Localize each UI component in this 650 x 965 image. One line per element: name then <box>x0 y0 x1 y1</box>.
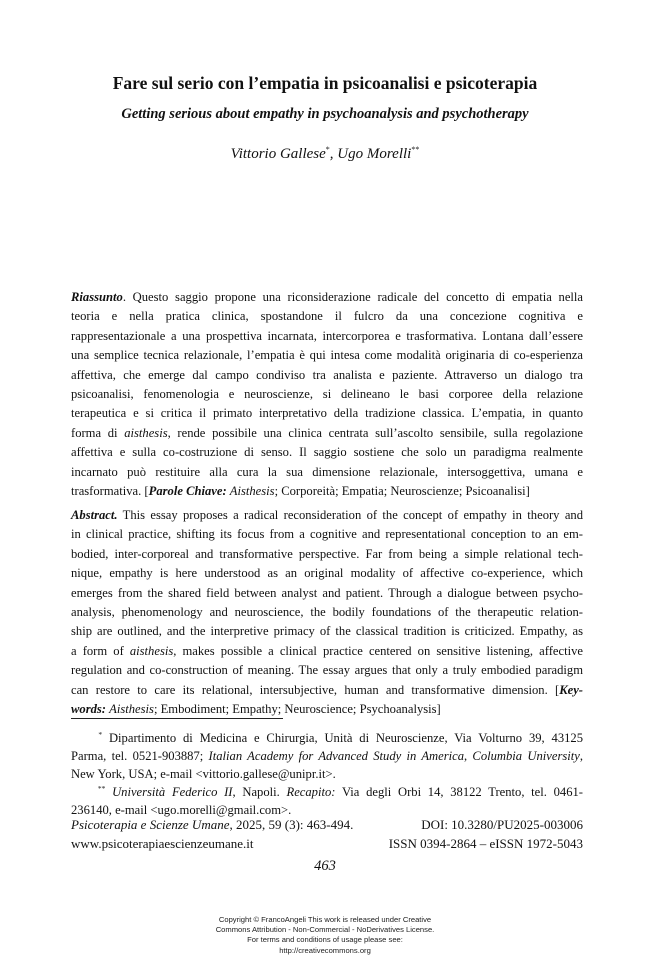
text-line: 236140, e-mail <ugo.morelli@gmail.com>. <box>71 802 292 817</box>
text-line: a form of aisthesis, makes possible a clinical practice centered on sensitive listening, affective <box>71 643 583 658</box>
text-line: words: Aisthesis; Embodiment; Empathy; Neuroscience; Psychoanalysis] <box>71 702 441 717</box>
text-line: bodied, inter-corporeal and transformative perspective. Far from being a simple relational tech- <box>71 546 583 561</box>
keywords-label: words: <box>71 702 106 717</box>
article-title: Fare sul serio con l’empatia in psicoanalisi e psicoterapia <box>112 73 538 93</box>
text-line: ** Università Federico II, Napoli. Recapito: Via degli Orbi 14, 38122 Trento, tel. 0461- <box>97 784 584 800</box>
footnote-1 <box>71 726 583 784</box>
text-line: Abstract. This essay proposes a radical reconsideration of the concept of empathy in theory and <box>71 508 583 522</box>
text-line: terapeutica e si critica il primato interpretativo della tradizione classica. L’empatia, in quanto <box>71 406 583 421</box>
text-line: regulation and co-construction of meaning. The essay argues that only a truly embodied paradigm <box>71 663 583 678</box>
keywords-label: Parole Chiave: <box>148 484 227 499</box>
riassunto-label: Riassunto <box>71 290 123 304</box>
footnote-2 <box>71 780 583 820</box>
text-line: ship are outlined, and the interpretive primacy of the classical tradition is criticized. Empathy, as <box>71 624 583 639</box>
author-name: Vittorio Gallese <box>230 146 326 162</box>
text-line: Riassunto. Questo saggio propone una riconsiderazione radicale del concetto di empatia nella <box>71 290 583 304</box>
citation: Psicoterapia e Scienze Umane, 2025, 59 (3): 463-494. <box>71 817 354 832</box>
author-separator: , <box>329 146 338 162</box>
page-number: 463 <box>314 858 336 874</box>
text-line: forma di aisthesis, rende possibile una clinica centrata sull’ascolto sensibile, sulla regolazione <box>71 425 583 440</box>
text-line: Parma, tel. 0521-903887; Italian Academy for Advanced Study in America, Columbia University, <box>71 748 583 763</box>
author-name: Ugo Morelli <box>337 146 412 162</box>
journal-website-link[interactable]: www.psicoterapiaescienzeumane.it <box>71 836 254 851</box>
text-line: affettiva e sulla co-costruzione di senso. Il saggio sostiene che solo un paradigma realmente <box>71 445 583 460</box>
article-subtitle: Getting serious about empathy in psychoanalysis and psychotherapy <box>121 106 529 122</box>
footnote-mark: ** <box>97 784 106 793</box>
italic-term: Aisthesis <box>229 484 275 499</box>
abstract-paragraph <box>71 506 583 719</box>
footnote-divider <box>71 718 283 719</box>
license-link[interactable]: http://creativecommons.org <box>279 945 371 955</box>
abstract-label: Abstract. <box>71 508 118 522</box>
italic-term: Aisthesis <box>109 702 154 717</box>
text-line: teoria e nella pratica clinica, spostandone il fulcro da una concezione cognitiva e <box>71 309 583 324</box>
text-line: in clinical practice, shifting its focus from a cognitive and representational conception to an em- <box>71 527 583 542</box>
journal-citation <box>71 815 583 853</box>
text-line: incarnato può restituire alla cura la sua dimensione relazionale, intersoggettiva, umana e <box>71 464 583 479</box>
journal-name: Psicoterapia e Scienze Umane <box>71 817 230 832</box>
text-line: * Dipartimento di Medicina e Chirurgia, Unità di Neuroscienze, Via Volturno 39, 43125 <box>98 730 584 746</box>
italic-term: aisthesis <box>124 425 168 440</box>
text-line: emerges from the shared field between analyst and patient. Through a dialogue between psycho- <box>71 585 583 600</box>
text-line: can restore to care its relational, intersubjective, human and transformative dimension. [Key- <box>71 682 583 697</box>
footnote-mark[interactable]: ** <box>411 145 420 154</box>
riassunto-paragraph <box>71 288 583 501</box>
text-line: nique, empathy is here understood as an original modality of affective co-experience, which <box>71 566 583 581</box>
doi-link[interactable]: DOI: 10.3280/PU2025-003006 <box>421 817 583 832</box>
text-line: rappresentazionale a una prospettiva incarnata, intercorporea e trasformativa. Lontana dall’essere <box>71 328 583 343</box>
author-line <box>40 145 610 163</box>
text-line: una semplice tecnica relazionale, l’empatia è qui intesa come modalità originaria di co-esperienza <box>71 348 583 363</box>
footnote-mark: * <box>98 730 103 739</box>
license-notice: Copyright © FrancoAngeli This work is released under Creative Commons Attribution - Non-Commercial - NoDerivatives License. For terms and conditions of usage please see: http://creativecommons.org <box>0 915 650 956</box>
text-line: trasformativa. [Parole Chiave: Aisthesis; Corporeità; Empatia; Neuroscienze; Psicoanalisi] <box>71 484 530 499</box>
text-line: analysis, phenomenology and neuroscience, the bodily foundations of the therapeutic relation- <box>71 605 583 620</box>
text-line: psicoanalisi, fenomenologia e neuroscienze, si delineano le basi corporee della relazione <box>71 387 583 402</box>
footnote-mark[interactable]: * <box>325 145 330 154</box>
italic-term: aisthesis <box>129 643 174 658</box>
issn: ISSN 0394-2864 – eISSN 1972-5043 <box>388 836 583 851</box>
text-line: affettiva, che emerge dal campo condiviso tra analista e paziente. Attraverso un dialogo tra <box>71 367 583 382</box>
text-line: New York, USA; e-mail <vittorio.gallese@unipr.it>. <box>71 766 336 781</box>
keywords-label: Key- <box>559 682 583 697</box>
